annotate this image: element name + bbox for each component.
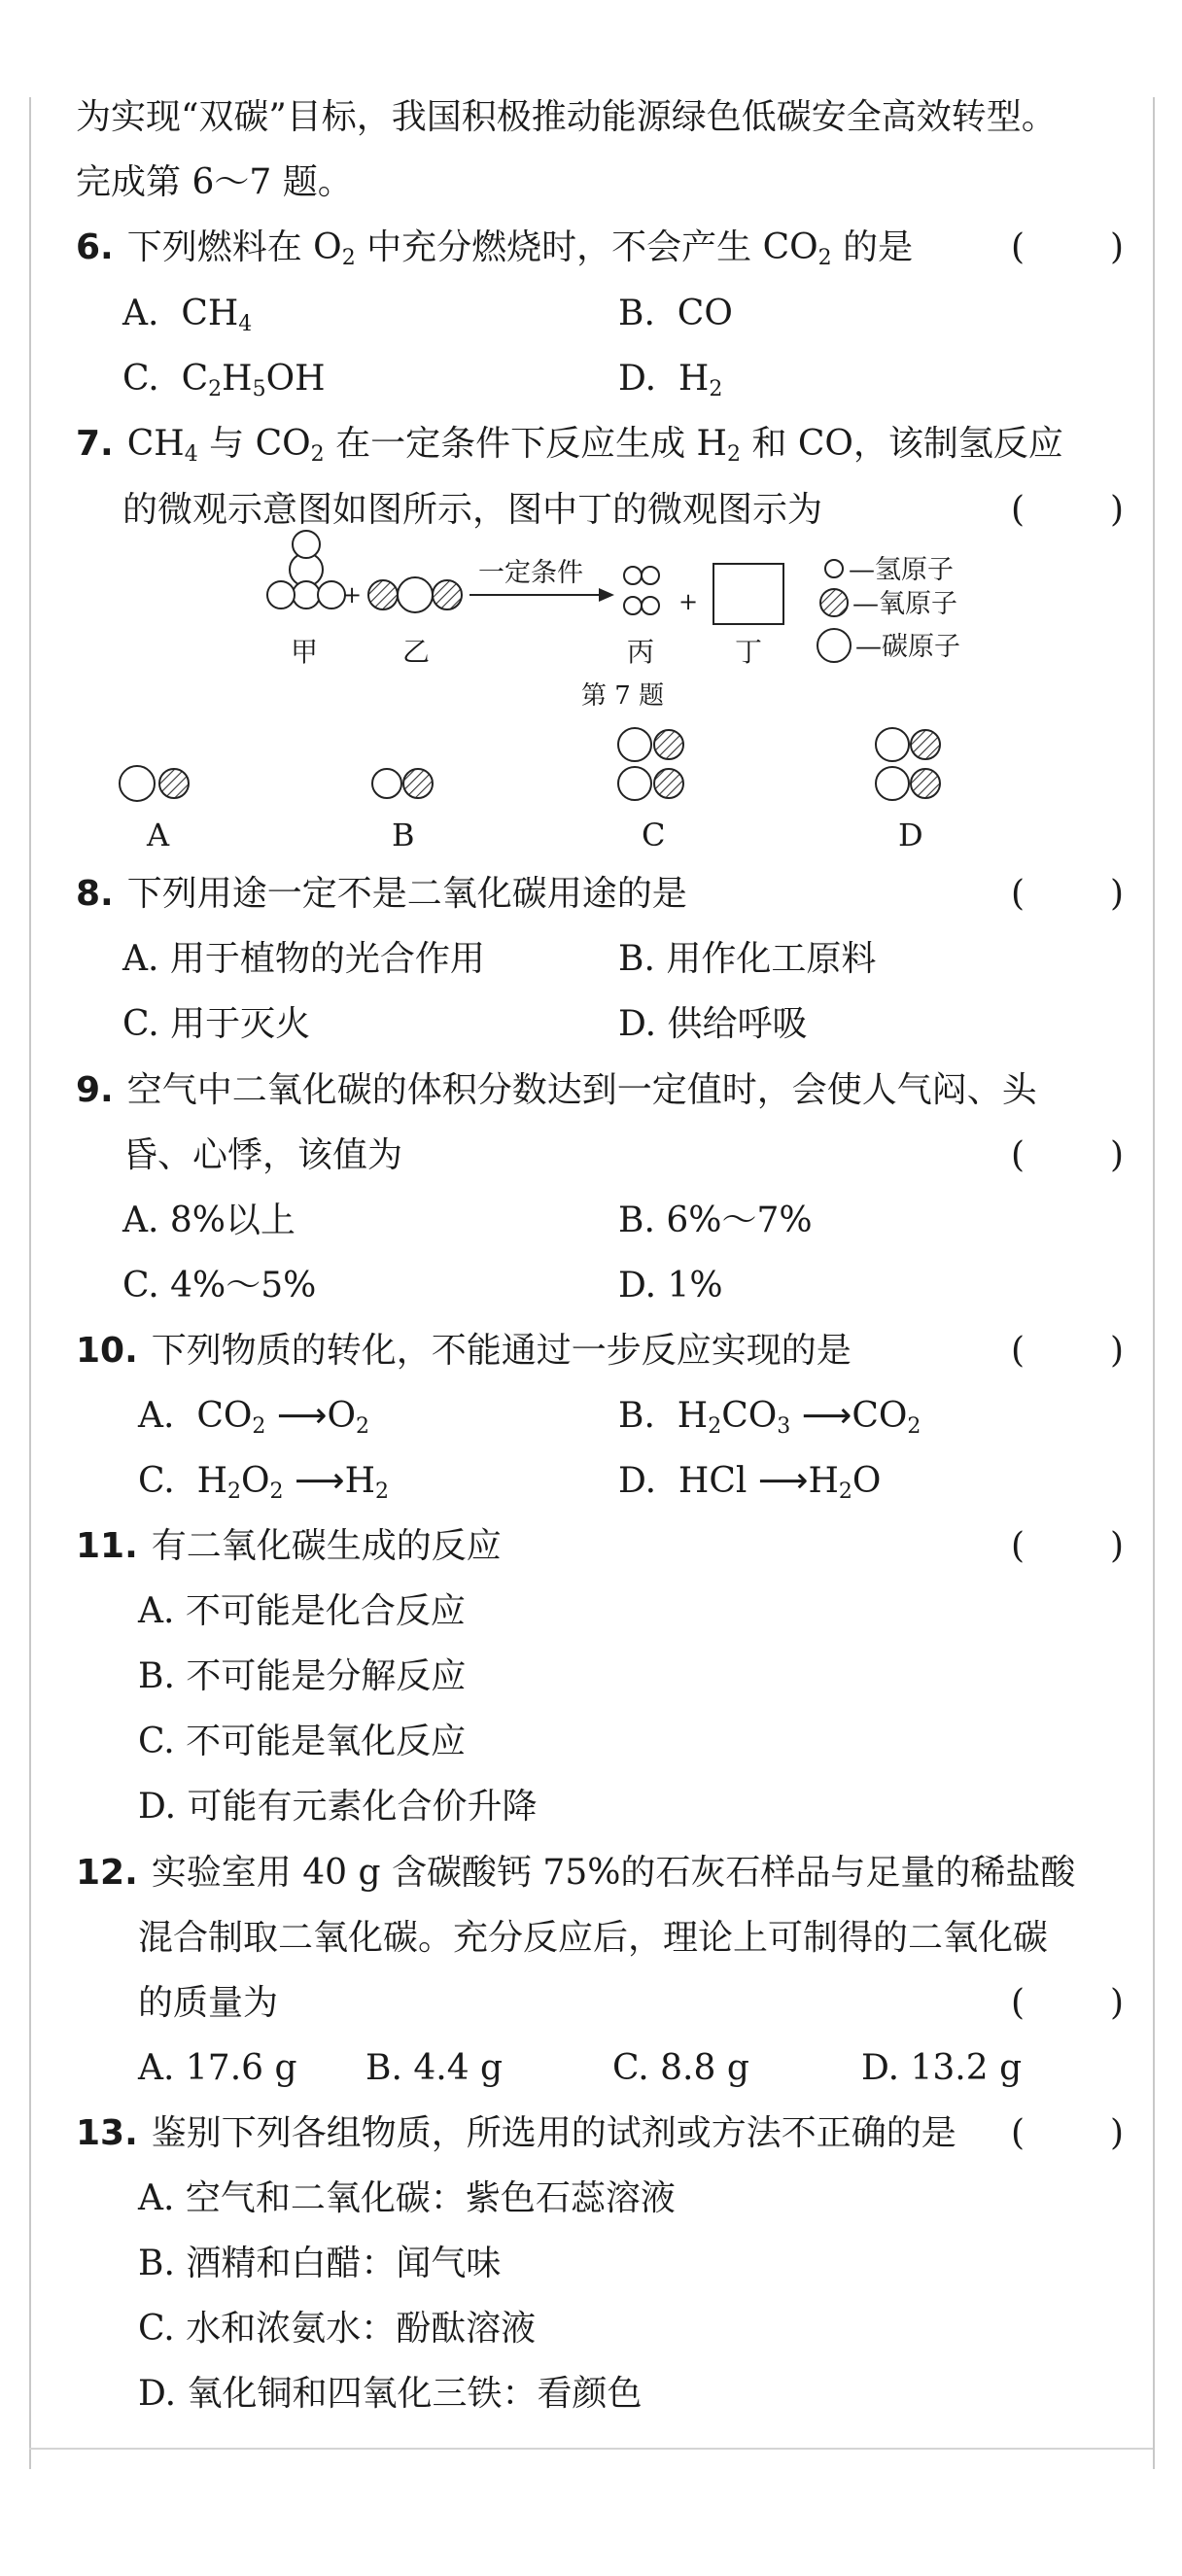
q13-option-a[interactable]: A. 空气和二氧化碳：紫色石蕊溶液 [138, 2178, 676, 2218]
hydrogen-molecules [624, 567, 659, 614]
q13-option-b[interactable]: B. 酒精和白醋：闻气味 [138, 2244, 502, 2283]
q9-stem-line-2: 昏、心悸，该值为 [122, 1135, 403, 1175]
q10-stem: 10. 下列物质的转化，不能通过一步反应实现的是 [76, 1331, 852, 1371]
q9-answer-blank[interactable]: ( ) [1011, 1135, 1124, 1175]
q8-stem: 8. 下列用途一定不是二氧化碳用途的是 [76, 874, 687, 914]
q9-number: 9. [76, 1070, 114, 1110]
q11-number: 11. [76, 1526, 138, 1566]
label-jia: 甲 [291, 636, 319, 668]
legend-carbon [817, 629, 851, 662]
q9-option-b[interactable]: B. 6%～7% [618, 1201, 813, 1240]
q10-option-a[interactable]: A. $CO_2$ $⟶O_2$ [138, 1396, 369, 1439]
q12-option-a[interactable]: A. 17.6 g [138, 2048, 297, 2088]
arrow-icon: ⟶ [801, 1396, 852, 1436]
q12-option-c[interactable]: C. 8.8 g [612, 2048, 749, 2088]
label-yi: 乙 [402, 636, 431, 668]
q6-stem: 6. 下列燃料在 $O_2$ 中充分燃烧时，不会产生 $CO_2$ 的是 [76, 227, 914, 270]
arrow-icon: ⟶ [294, 1461, 345, 1501]
q8-option-c[interactable]: C. 用于灭火 [122, 1004, 311, 1044]
carbon-dioxide-molecule [368, 577, 462, 612]
q8-number: 8. [76, 874, 114, 914]
legend-hydrogen-label: —氢原子 [849, 555, 954, 585]
q9-option-a[interactable]: A. 8%以上 [122, 1201, 296, 1240]
option-b-letter: B [392, 817, 415, 853]
intro-line-2: 完成第 6～7 题。 [76, 162, 353, 202]
intro-line-1: 为实现“双碳”目标，我国积极推动能源绿色低碳安全高效转型。 [76, 97, 1057, 137]
q8-answer-blank[interactable]: ( ) [1011, 874, 1124, 914]
figure-caption: 第 7 题 [581, 681, 665, 711]
label-bing: 丙 [627, 636, 655, 668]
q9-option-c[interactable]: C. 4%～5% [122, 1266, 317, 1305]
option-c-molecules [618, 728, 683, 800]
q8-option-a[interactable]: A. 用于植物的光合作用 [122, 939, 485, 979]
q7-number: 7. [76, 424, 114, 464]
arrow-icon: ⟶ [276, 1396, 328, 1436]
q11-option-d[interactable]: D. 可能有元素化合价升降 [138, 1787, 538, 1827]
q11-stem: 11. 有二氧化碳生成的反应 [76, 1526, 502, 1566]
bottom-divider [29, 2448, 1153, 2450]
q12-stem-line-2: 混合制取二氧化碳。充分反应后，理论上可制得的二氧化碳 [138, 1918, 1049, 1958]
legend-carbon-label: —碳原子 [855, 632, 960, 662]
q12-stem-line-1: 12. 实验室用 40 g 含碳酸钙 75%的石灰石样品与足量的稀盐酸 [76, 1853, 1076, 1893]
q11-option-c[interactable]: C. 不可能是氧化反应 [138, 1722, 467, 1761]
q13-stem: 13. 鉴别下列各组物质，所选用的试剂或方法不正确的是 [76, 2113, 956, 2153]
q7-answer-blank[interactable]: ( ) [1011, 490, 1124, 530]
reaction-condition: 一定条件 [478, 558, 583, 588]
q13-option-d[interactable]: D. 氧化铜和四氧化三铁：看颜色 [138, 2374, 643, 2414]
q12-stem-line-3: 的质量为 [138, 1983, 279, 2023]
legend-oxygen [820, 589, 848, 616]
q11-option-b[interactable]: B. 不可能是分解反应 [138, 1656, 467, 1696]
option-d-letter: D [898, 817, 923, 853]
q10-option-b[interactable]: B. $H_2CO_3$ $⟶CO_2$ [618, 1396, 921, 1439]
arrow-icon: ⟶ [757, 1461, 809, 1501]
q12-option-d[interactable]: D. 13.2 g [861, 2048, 1023, 2088]
q8-option-d[interactable]: D. 供给呼吸 [618, 1004, 808, 1044]
q6-option-b[interactable]: B. CO [618, 294, 733, 333]
legend-hydrogen [825, 560, 843, 577]
q7-stem-line-1: 7. $CH_4$ 与 $CO_2$ 在一定条件下反应生成 $H_2$ 和 CO，该制氢反应 [76, 424, 1063, 467]
q13-option-c[interactable]: C. 水和浓氨水：酚酞溶液 [138, 2309, 537, 2349]
q6-option-a[interactable]: A. $CH_4$ [122, 294, 253, 336]
q11-option-a[interactable]: A. 不可能是化合反应 [138, 1591, 466, 1631]
q10-answer-blank[interactable]: ( ) [1011, 1331, 1124, 1371]
q10-option-d[interactable]: D. HCl $⟶H_2O$ [618, 1461, 882, 1504]
q8-option-b[interactable]: B. 用作化工原料 [618, 939, 877, 979]
q7-reaction-diagram [0, 0, 1182, 875]
q6-answer-blank[interactable]: ( ) [1011, 227, 1124, 267]
q12-option-b[interactable]: B. 4.4 g [365, 2048, 504, 2088]
q6-option-c[interactable]: C. $C_2H_5OH$ [122, 359, 326, 401]
q13-number: 13. [76, 2113, 138, 2153]
q12-number: 12. [76, 1853, 138, 1893]
q10-option-c[interactable]: C. $H_2O_2$ $⟶H_2$ [138, 1461, 389, 1504]
methane-molecule [267, 531, 345, 609]
q7-stem-line-2: 的微观示意图如图所示，图中丁的微观图示为 [122, 490, 823, 530]
blank-product-box [713, 564, 783, 624]
q10-number: 10. [76, 1331, 138, 1371]
q6-number: 6. [76, 227, 114, 267]
option-c-letter: C [642, 817, 666, 853]
option-b-molecule [372, 769, 433, 798]
reaction-arrow-head [599, 588, 614, 602]
plus-sign-1: + [342, 581, 363, 609]
option-a-letter: A [147, 817, 170, 853]
q11-answer-blank[interactable]: ( ) [1011, 1526, 1124, 1566]
q9-option-d[interactable]: D. 1% [618, 1266, 723, 1305]
plus-sign-2: + [678, 588, 699, 615]
legend-oxygen-label: —氧原子 [852, 589, 957, 619]
option-d-molecules [876, 728, 940, 800]
option-a-molecule [120, 766, 189, 801]
q13-answer-blank[interactable]: ( ) [1011, 2113, 1124, 2153]
label-ding: 丁 [735, 636, 763, 668]
q6-option-d[interactable]: D. $H_2$ [618, 359, 723, 401]
q9-stem-line-1: 9. 空气中二氧化碳的体积分数达到一定值时，会使人气闷、头 [76, 1070, 1037, 1110]
q12-answer-blank[interactable]: ( ) [1011, 1983, 1124, 2023]
